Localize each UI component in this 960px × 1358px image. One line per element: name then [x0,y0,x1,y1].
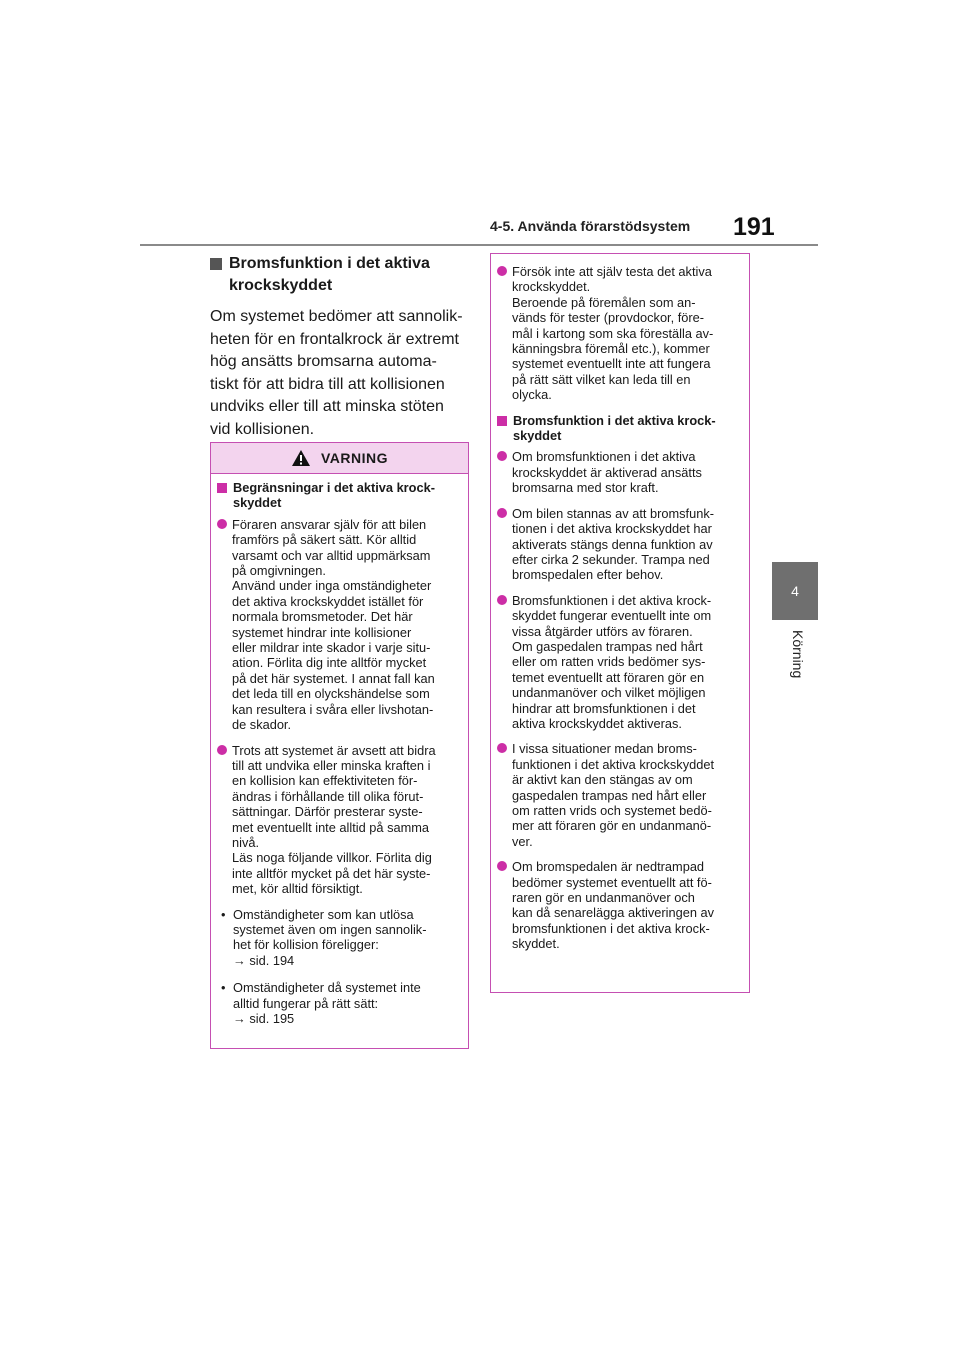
list-item [497,506,743,583]
chapter-tab [772,562,818,620]
list-item-text: Omständigheter då systemet inte alltid fungerar på rätt sätt: → sid. 195 [233,980,421,1026]
chapter-number: 4 [791,583,799,599]
list-item [497,264,743,403]
warning-subheading-text: Begränsningar i det aktiva krock- skyddet [233,480,435,511]
list-item [497,449,743,495]
bullet-dot-icon [497,861,507,871]
bullet-mark: • [221,980,226,996]
list-item [217,907,462,969]
bullet-dot-icon [497,508,507,518]
warning-body [211,474,468,1026]
continuation-subheading [497,413,743,444]
list-item [497,593,743,732]
list-item-text: Omständigheter som kan utlösa systemet även om ingen sannolik- het för kollision föreligger: → sid. 194 [233,906,427,968]
list-item [497,859,743,951]
main-heading-text: Bromsfunktion i det aktiva krockskyddet [229,255,430,294]
warning-box [210,442,469,1049]
bullet-dot-icon [217,745,227,755]
bullet-dot-icon [497,595,507,605]
list-item-text: Bromsfunktionen i det aktiva krock- skyddet fungerar eventuellt inte om vissa åtgärder utförs av föraren. Om gaspedalen trampas ned hårt eller om ratten vrids bedömer sys- temet eventuellt att föraren gör en undanmanöver och vilket möjligen hindrar att bromsfunktionen i det aktiva krockskyddet aktiveras. [512,592,712,731]
list-item-text: Om bromspedalen är nedtrampad bedömer systemet eventuellt att fö- raren gör en undanmanöver och kan då senarelägga aktiveringen av bromsfunktionen i det aktiva krock- skyddet. [512,859,715,952]
warning-title: VARNING [320,450,389,466]
square-bullet-icon [210,258,222,270]
header-divider [140,244,818,246]
bullet-dot-icon [497,743,507,753]
continuation-body [491,254,749,952]
list-item-text: Om bilen stannas av att bromsfunk- tionen i det aktiva krockskyddet har aktiverats stängs denna funktion av efter cirka 2 sekunder. Trampa ned bromspedalen efter behov. [512,505,714,583]
list-item-text: Om bromsfunktionen i det aktiva krockskyddet är aktiverad ansätts bromsarna med stor kraft. [512,449,702,496]
bullet-mark: • [221,906,226,922]
square-bullet-icon [497,416,507,426]
warning-header [211,443,468,474]
list-item-text: Föraren ansvarar själv för att bilen framförs på säkert sätt. Kör alltid varsamt och var alltid uppmärksam på omgivningen. Använd under inga omständigheter det aktiva krockskyddet istället för normala bromsmetoder. Det här systemet hindrar inte kollisioner eller mildrar inte skador i varje situ- ation. Förlita dig inte alltför mycket på det här systemet. I annat fall kan det leda till en olyckshändelse som kan resultera i svåra eller livshotan- de skador. [232,516,435,733]
chapter-label: Körning [790,630,806,679]
main-column [210,253,472,442]
list-item-text: Försök inte att själv testa det aktiva krockskyddet. Beroende på föremålen som an- vänds för tester (provdockor, före- mål i kartong som ska föreställa av- känningsbra föremål etc.), kommer systemet eventuellt inte att fungera på rätt sätt vilket kan leda till en olycka. [512,264,714,403]
bullet-dot-icon [497,266,507,276]
list-item [497,741,743,849]
square-bullet-icon [217,483,227,493]
bullet-dot-icon [217,519,227,529]
bullet-dot-icon [497,451,507,461]
warning-continuation-box [490,253,750,993]
list-item [217,980,462,1026]
list-item [217,517,462,733]
main-paragraph: Om systemet bedömer att sannolik- heten för en frontalkrock är extremt hög ansätts bromsarna automa- tiskt för att bidra till att kollisionen undviks eller till att minska stöten vid kollisionen. [210,308,463,438]
page-number: 191 [733,213,775,241]
list-item-text: Trots att systemet är avsett att bidra till att undvika eller minska kraften i en kollision kan effektiviteten för- ändras i förhållande till olika förut- sättningar. Därför presterar syste- met eventuellt inte alltid på samma nivå. Läs noga följande villkor. Förlita dig inte alltför mycket på det här syste- met, kör alltid försiktigt. [232,742,436,897]
list-item-text: I vissa situationer medan broms- funktionen i det aktiva krockskyddet är aktivt kan den stängas av om gaspedalen trampas ned hårt eller om ratten vrids och systemet bedö- mer att föraren gör en undanmanö- ver. [512,741,715,849]
list-item [217,743,462,897]
section-title: 4-5. Använda förarstödsystem [490,218,691,234]
continuation-subheading-text: Bromsfunktion i det aktiva krock- skyddet [513,412,716,444]
main-heading [210,253,472,297]
warning-triangle-icon [291,449,311,467]
warning-subheading [217,480,462,511]
